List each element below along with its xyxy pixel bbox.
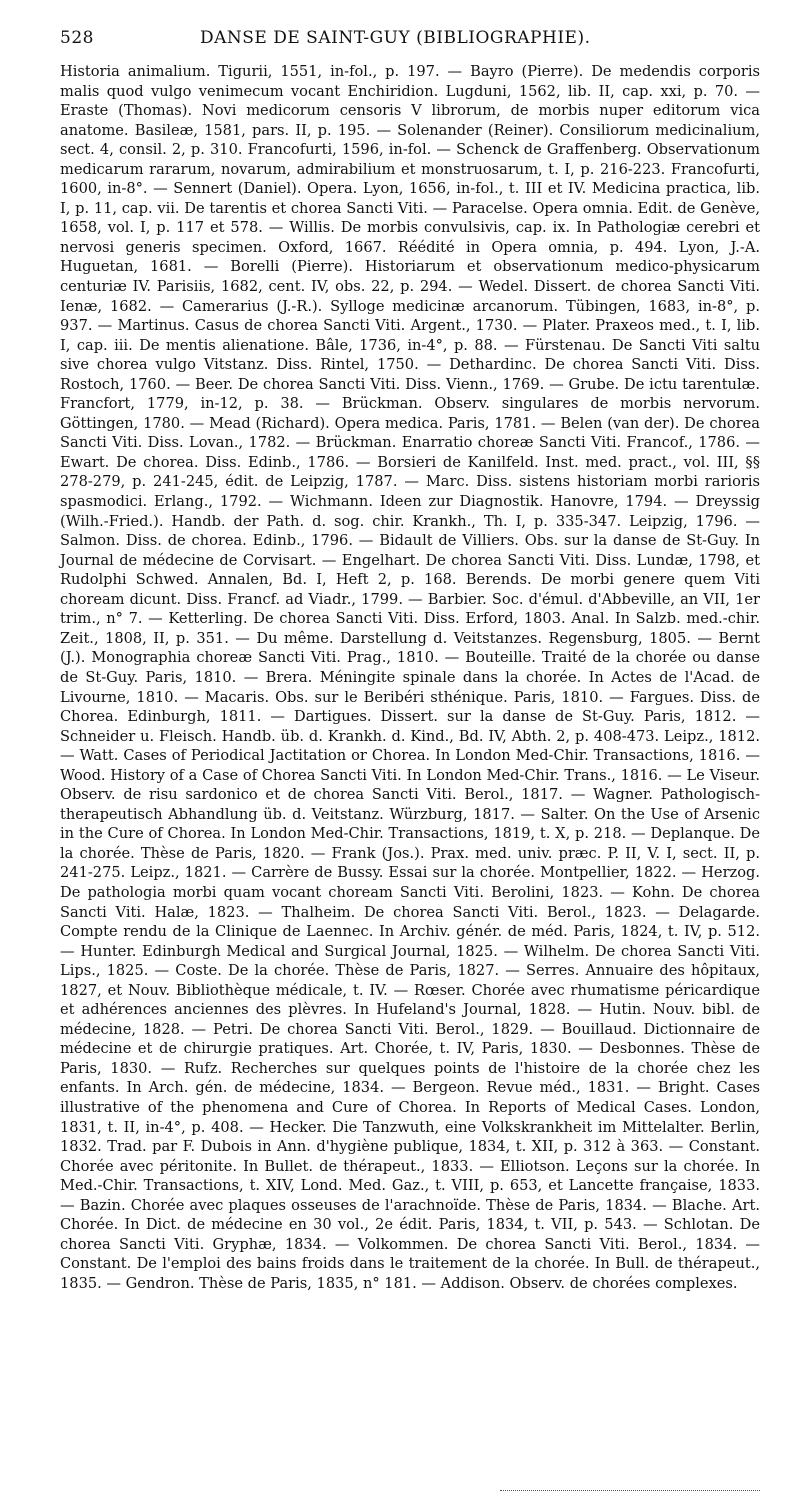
page-number: 528: [60, 28, 94, 48]
document-page: [60, 28, 760, 1293]
running-title: DANSE DE SAINT-GUY (BIBLIOGRAPHIE).: [200, 28, 591, 48]
running-header: [60, 28, 760, 48]
footer-rule: [500, 1490, 760, 1491]
bibliography-text: Historia animalium. Tigurii, 1551, in-fol., p. 197. — Bayro (Pierre). De medendis corporis malis quod vulgo venimecum vocant Enchiridion. Lugduni, 1562, lib. II, cap. xxi, p. 70. — Eraste (Thomas). Novi medicorum censoris V librorum, de morbis nuper editorum vica anatome. Basileæ, 1581, pars. II, p. 195. — Solenander (Reiner). Consiliorum medicinalium, sect. 4, consil. 2, p. 310. Francofurti, 1596, in-fol. — Schenck de Graffenberg. Observationum medicarum rararum, novarum, admirabilium et monstruosarum, t. I, p. 216-223. Francofurti, 1600, in-8°. — Sennert (Daniel). Opera. Lyon, 1656, in-fol., t. III et IV. Medicina practica, lib. I, p. 11, cap. vii. De tarentis et chorea Sancti Viti. — Paracelse. Opera omnia. Edit. de Genève, 1658, vol. I, p. 117 et 578. — Willis. De morbis convulsivis, cap. ix. In Pathologiæ cerebri et nervosi generis specimen. Oxford, 1667. Réédité in Opera omnia, p. 494. Lyon, J.-A. Huguetan, 1681. — Borelli (Pierre). Historiarum et observationum medico-physicarum centuriæ IV. Parisiis, 1682, cent. IV, obs. 22, p. 294. — Wedel. Dissert. de chorea Sancti Viti. Ienæ, 1682. — Camerarius (J.-R.). Sylloge medicinæ arcanorum. Tübingen, 1683, in-8°, p. 937. — Martinus. Casus de chorea Sancti Viti. Argent., 1730. — Plater. Praxeos med., t. I, lib. I, cap. iii. De mentis alienatione. Bâle, 1736, in-4°, p. 88. — Fürstenau. De Sancti Viti saltu sive chorea vulgo Vitstanz. Diss. Rintel, 1750. — Dethardinc. De chorea Sancti Viti. Diss. Rostoch, 1760. — Beer. De chorea Sancti Viti. Diss. Vienn., 1769. — Grube. De ictu tarentulæ. Francfort, 1779, in-12, p. 38. — Brückman. Observ. singulares de morbis nervorum. Göttingen, 1780. — Mead (Richard). Opera medica. Paris, 1781. — Belen (van der). De chorea Sancti Viti. Diss. Lovan., 1782. — Brückman. Enarratio choreæ Sancti Viti. Francof., 1786. — Ewart. De chorea. Diss. Edinb., 1786. — Borsieri de Kanilfeld. Inst. med. pract., vol. III, §§ 278-279, p. 241-245, édit. de Leipzig, 1787. — Marc. Diss. sistens historiam morbi rarioris spasmodici. Erlang., 1792. — Wichmann. Ideen zur Diagnostik. Hanovre, 1794. — Dreyssig (Wilh.-Fried.). Handb. der Path. d. sog. chir. Krankh., Th. I, p. 335-347. Leipzig, 1796. — Salmon. Diss. de chorea. Edinb., 1796. — Bidault de Villiers. Obs. sur la danse de St-Guy. In Journal de médecine de Corvisart. — Engelhart. De chorea Sancti Viti. Diss. Lundæ, 1798, et Rudolphi Schwed. Annalen, Bd. I, Heft 2, p. 168. Berends. De morbi genere quem Viti choream dicunt. Diss. Francf. ad Viadr., 1799. — Barbier. Soc. d'émul. d'Abbeville, an VII, 1er trim., n° 7. — Ketterling. De chorea Sancti Viti. Diss. Erford, 1803. Anal. In Salzb. med.-chir. Zeit., 1808, II, p. 351. — Du même. Darstellung d. Veitstanzes. Regensburg, 1805. — Bernt (J.). Monographia choreæ Sancti Viti. Prag., 1810. — Bouteille. Traité de la chorée ou danse de St-Guy. Paris, 1810. — Brera. Méningite spinale dans la chorée. In Actes de l'Acad. de Livourne, 1810. — Macaris. Obs. sur le Beribéri sthénique. Paris, 1810. — Fargues. Diss. de Chorea. Edinburgh, 1811. — Dartigues. Dissert. sur la danse de St-Guy. Paris, 1812. — Schneider u. Fleisch. Handb. üb. d. Krankh. d. Kind., Bd. IV, Abth. 2, p. 408-473. Leipz., 1812. — Watt. Cases of Periodical Jactitation or Chorea. In London Med-Chir. Transactions, 1816. — Wood. History of a Case of Chorea Sancti Viti. In London Med-Chir. Trans., 1816. — Le Viseur. Observ. de risu sardonico et de chorea Sancti Viti. Berol., 1817. — Wagner. Pathologisch-therapeutisch Abhandlung üb. d. Veitstanz. Würzburg, 1817. — Salter. On the Use of Arsenic in the Cure of Chorea. In London Med-Chir. Transactions, 1819, t. X, p. 218. — Deplanque. De la chorée. Thèse de Paris, 1820. — Frank (Jos.). Prax. med. univ. præc. P. II, V. I, sect. II, p. 241-275. Leipz., 1821. — Carrère de Bussy. Essai sur la chorée. Montpellier, 1822. — Herzog. De pathologia morbi quam vocant choream Sancti Viti. Berolini, 1823. — Kohn. De chorea Sancti Viti. Halæ, 1823. — Thalheim. De chorea Sancti Viti. Berol., 1823. — Delagarde. Compte rendu de la Clinique de Laennec. In Archiv. génér. de méd. Paris, 1824, t. IV, p. 512. — Hunter. Edinburgh Medical and Surgical Journal, 1825. — Wilhelm. De chorea Sancti Viti. Lips., 1825. — Coste. De la chorée. Thèse de Paris, 1827. — Serres. Annuaire des hôpitaux, 1827, et Nouv. Bibliothèque médicale, t. IV. — Rœser. Chorée avec rhumatisme péricardique et adhérences anciennes des plèvres. In Hufeland's Journal, 1828. — Hutin. Nouv. bibl. de médecine, 1828. — Petri. De chorea Sancti Viti. Berol., 1829. — Bouillaud. Dictionnaire de médecine et de chirurgie pratiques. Art. Chorée, t. IV, Paris, 1830. — Desbonnes. Thèse de Paris, 1830. — Rufz. Recherches sur quelques points de l'histoire de la chorée chez les enfants. In Arch. gén. de médecine, 1834. — Bergeon. Revue méd., 1831. — Bright. Cases illustrative of the phenomena and Cure of Chorea. In Reports of Medical Cases. London, 1831, t. II, in-4°, p. 408. — Hecker. Die Tanzwuth, eine Volkskrankheit im Mittelalter. Berlin, 1832. Trad. par F. Dubois in Ann. d'hygiène publique, 1834, t. XII, p. 312 à 363. — Constant. Chorée avec péritonite. In Bullet. de thérapeut., 1833. — Elliotson. Leçons sur la chorée. In Med.-Chir. Transactions, t. XIV, Lond. Med. Gaz., t. VIII, p. 653, et Lancette française, 1833. — Bazin. Chorée avec plaques osseuses de l'arachnoïde. Thèse de Paris, 1834. — Blache. Art. Chorée. In Dict. de médecine en 30 vol., 2e édit. Paris, 1834, t. VII, p. 543. — Schlotan. De chorea Sancti Viti. Gryphæ, 1834. — Volkommen. De chorea Sancti Viti. Berol., 1834. — Constant. De l'emploi des bains froids dans le traitement de la chorée. In Bull. de thérapeut., 1835. — Gendron. Thèse de Paris, 1835, n° 181. — Addison. Observ. de chorées complexes.: [60, 63, 760, 1292]
